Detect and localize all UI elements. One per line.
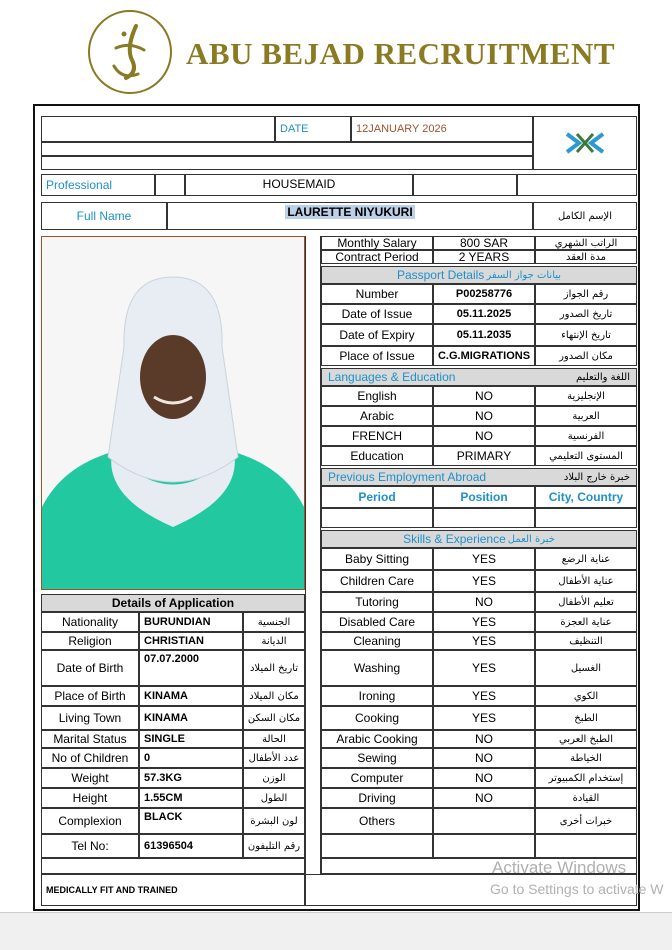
skills-label-ar: إستخدام الكمبيوتر	[535, 768, 637, 788]
skills-value: NO	[433, 788, 535, 808]
detail-value: 61396504	[139, 834, 243, 858]
top_info-label-ar: الراتب الشهري	[535, 236, 637, 250]
languages-header	[321, 368, 637, 386]
skills-label: Washing	[321, 650, 433, 686]
skills-label-ar: الطبخ العربي	[535, 730, 637, 748]
detail-label: Tel No:	[41, 834, 139, 858]
languages-label-ar: الإنجليزية	[535, 386, 637, 406]
skills-label: Sewing	[321, 748, 433, 768]
blank-cell	[41, 858, 305, 874]
skills-header-en: Skills & Experience	[403, 532, 506, 546]
top_info-value: 2 YEARS	[433, 250, 535, 264]
skills-label: Cooking	[321, 706, 433, 730]
detail-label: Nationality	[41, 612, 139, 632]
skills-label: Arabic Cooking	[321, 730, 433, 748]
detail-label-ar: لون البشرة	[243, 808, 305, 834]
skills-value: NO	[433, 592, 535, 612]
skills-header	[321, 530, 637, 548]
blank-cell	[41, 116, 275, 142]
detail-label: Place of Birth	[41, 686, 139, 706]
detail-label: Date of Birth	[41, 650, 139, 686]
languages-label: English	[321, 386, 433, 406]
skills-label-ar: القيادة	[535, 788, 637, 808]
detail-label: Height	[41, 788, 139, 808]
previous-col-header: Position	[433, 486, 535, 508]
languages-header-ar: اللغة والتعليم	[576, 371, 630, 383]
blank-cell	[433, 508, 535, 528]
header	[0, 0, 672, 100]
detail-value: 1.55CM	[139, 788, 243, 808]
blank-cell	[535, 508, 637, 528]
skills-value: YES	[433, 548, 535, 570]
blank-cell	[155, 174, 185, 196]
detail-label-ar: مكان السكن	[243, 706, 305, 730]
partner-logo	[533, 116, 637, 170]
languages-value: NO	[433, 386, 535, 406]
detail-label-ar: مكان الميلاد	[243, 686, 305, 706]
detail-value: 57.3KG	[139, 768, 243, 788]
skills-label-ar: التنظيف	[535, 632, 637, 650]
skills-label: Driving	[321, 788, 433, 808]
languages-label-ar: الفرنسية	[535, 426, 637, 446]
skills-label: Computer	[321, 768, 433, 788]
previous-employment-header-ar: خبرة خارج البلاد	[563, 471, 630, 483]
detail-label-ar: الوزن	[243, 768, 305, 788]
skills-value: YES	[433, 570, 535, 592]
blank-cell	[413, 174, 517, 196]
previous-employment-header-en: Previous Employment Abroad	[328, 470, 487, 484]
skills-label: Others	[321, 808, 433, 834]
languages-label-ar: العربية	[535, 406, 637, 426]
blank-cell	[535, 834, 637, 858]
skills-value: YES	[433, 632, 535, 650]
passport-header-ar: بيانات جواز السفر	[486, 269, 562, 281]
blank-cell	[321, 834, 433, 858]
skills-label: Children Care	[321, 570, 433, 592]
detail-label-ar: الجنسية	[243, 612, 305, 632]
passport-label-ar: تاريخ الإنتهاء	[535, 324, 637, 346]
passport-label-ar: رقم الجواز	[535, 284, 637, 304]
detail-value: BLACK	[139, 808, 243, 834]
skills-label: Baby Sitting	[321, 548, 433, 570]
passport-label-ar: مكان الصدور	[535, 346, 637, 366]
blank-cell	[41, 156, 533, 170]
cv-sheet	[33, 104, 640, 911]
skills-label-ar: تعليم الأطفال	[535, 592, 637, 612]
detail-label: Living Town	[41, 706, 139, 730]
professional-label: Professional	[41, 174, 155, 196]
detail-label: No of Children	[41, 748, 139, 768]
skills-label: Disabled Care	[321, 612, 433, 632]
skills-label: Cleaning	[321, 632, 433, 650]
detail-label-ar: الديانة	[243, 632, 305, 650]
skills-value: YES	[433, 650, 535, 686]
skills-value: YES	[433, 686, 535, 706]
top_info-label: Contract Period	[321, 250, 433, 264]
detail-label: Marital Status	[41, 730, 139, 748]
skills-label-ar: الكوي	[535, 686, 637, 706]
skills-label-ar: الغسيل	[535, 650, 637, 686]
skills-label-ar: عناية الأطفال	[535, 570, 637, 592]
passport-header-en: Passport Details	[396, 268, 485, 282]
blank-cell	[433, 834, 535, 858]
bottom-bar	[0, 912, 672, 950]
skills-value: NO	[433, 768, 535, 788]
skills-label-ar: الخياطة	[535, 748, 637, 768]
blank-cell	[321, 508, 433, 528]
application-header: Details of Application	[41, 594, 305, 612]
detail-label-ar: تاريخ الميلاد	[243, 650, 305, 686]
detail-label-ar: الطول	[243, 788, 305, 808]
detail-label-ar: رقم التليفون	[243, 834, 305, 858]
photo-figure-icon	[42, 237, 304, 589]
candidate-photo	[41, 236, 305, 590]
previous-employment-header	[321, 468, 637, 486]
detail-value: 0	[139, 748, 243, 768]
passport-label: Date of Expiry	[321, 324, 433, 346]
full-name-label: Full Name	[41, 202, 167, 230]
detail-label: Religion	[41, 632, 139, 650]
detail-label-ar: عدد الأطفال	[243, 748, 305, 768]
passport-value: C.G.MIGRATIONS	[433, 346, 535, 366]
languages-label: Arabic	[321, 406, 433, 426]
skills-label-ar: عناية العجزة	[535, 612, 637, 632]
partner-logo-icon	[563, 130, 607, 156]
skills-value: NO	[433, 748, 535, 768]
detail-label-ar: الحالة	[243, 730, 305, 748]
detail-value: KINAMA	[139, 686, 243, 706]
skills-value: NO	[433, 730, 535, 748]
activation-watermark: Activate Windows	[492, 858, 627, 877]
languages-label: FRENCH	[321, 426, 433, 446]
detail-label: Weight	[41, 768, 139, 788]
medical-status: MEDICALLY FIT AND TRAINED	[41, 874, 305, 906]
professional-value: HOUSEMAID	[185, 174, 413, 196]
skills-label: Tutoring	[321, 592, 433, 612]
skills-label: Ironing	[321, 686, 433, 706]
detail-value: CHRISTIAN	[139, 632, 243, 650]
passport-value: 05.11.2025	[433, 304, 535, 324]
skills-header-ar: خبرة العمل	[507, 533, 555, 545]
languages-value: NO	[433, 426, 535, 446]
top_info-value: 800 SAR	[433, 236, 535, 250]
previous-col-header: Period	[321, 486, 433, 508]
date-value: 12JANUARY 2026	[351, 116, 533, 142]
previous-col-header: City, Country	[535, 486, 637, 508]
skills-value: YES	[433, 706, 535, 730]
skills-label-ar: خبرات أخرى	[535, 808, 637, 834]
languages-label: Education	[321, 446, 433, 466]
top_info-label: Monthly Salary	[321, 236, 433, 250]
skills-value: YES	[433, 612, 535, 632]
full-name-value: LAURETTE NIYUKURI	[287, 205, 413, 219]
full-name-ar: الإسم الكامل	[533, 202, 637, 230]
passport-label: Place of Issue	[321, 346, 433, 366]
passport-label: Date of Issue	[321, 304, 433, 324]
detail-value: BURUNDIAN	[139, 612, 243, 632]
passport-value: 05.11.2035	[433, 324, 535, 346]
detail-label: Complexion	[41, 808, 139, 834]
passport-label-ar: تاريخ الصدور	[535, 304, 637, 324]
skills-label-ar: الطبخ	[535, 706, 637, 730]
skills-value	[433, 808, 535, 834]
skills-label-ar: عناية الرضع	[535, 548, 637, 570]
activation-hint: Go to Settings to activate W	[490, 881, 664, 897]
column-gap	[305, 236, 321, 874]
company-name: ABU BEJAD RECRUITMENT	[186, 36, 616, 71]
detail-value: SINGLE	[139, 730, 243, 748]
date-label: DATE	[275, 116, 351, 142]
detail-value: 07.07.2000	[139, 650, 243, 686]
languages-label-ar: المستوى التعليمي	[535, 446, 637, 466]
full-name-cell	[167, 202, 533, 230]
passport-value: P00258776	[433, 284, 535, 304]
passport-header	[321, 266, 637, 284]
blank-cell	[517, 174, 637, 196]
detail-value: KINAMA	[139, 706, 243, 730]
blank-cell	[41, 142, 533, 156]
logo-emblem-icon	[86, 8, 174, 96]
languages-header-en: Languages & Education	[328, 370, 456, 384]
languages-value: NO	[433, 406, 535, 426]
top_info-label-ar: مدة العقد	[535, 250, 637, 264]
languages-value: PRIMARY	[433, 446, 535, 466]
passport-label: Number	[321, 284, 433, 304]
